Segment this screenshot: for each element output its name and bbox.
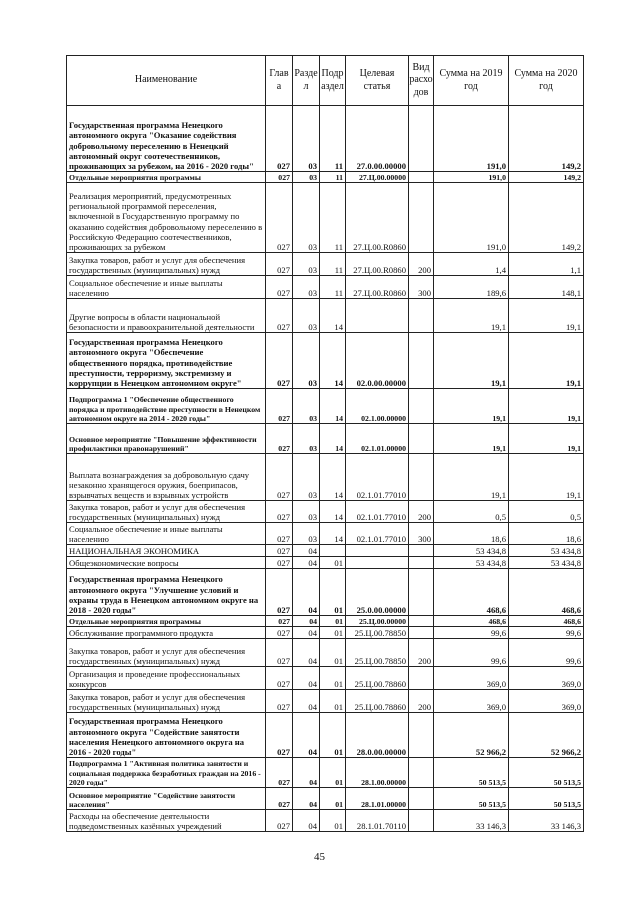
row-sum2020: 369,0 <box>509 667 584 690</box>
row-sum2019: 53 434,8 <box>434 545 509 557</box>
row-target: 02.1.01.77010 <box>346 454 409 501</box>
row-vid <box>409 183 434 253</box>
row-vid: 200 <box>409 501 434 523</box>
row-sum2020: 53 434,8 <box>509 557 584 569</box>
row-podrazdel: 01 <box>320 758 346 788</box>
row-glava: 027 <box>266 172 293 183</box>
row-target: 02.1.01.00000 <box>346 424 409 454</box>
row-sum2019: 369,0 <box>434 667 509 690</box>
row-razdel: 03 <box>293 501 320 523</box>
row-glava: 027 <box>266 389 293 424</box>
row-target <box>346 557 409 569</box>
table-row <box>67 501 584 523</box>
row-razdel: 03 <box>293 106 320 172</box>
row-sum2020: 33 146,3 <box>509 810 584 832</box>
row-target: 28.1.01.00000 <box>346 788 409 810</box>
row-podrazdel: 14 <box>320 454 346 501</box>
row-target: 02.1.01.77010 <box>346 523 409 545</box>
row-podrazdel: 01 <box>320 557 346 569</box>
header-target: Целевая статья <box>346 56 409 106</box>
row-sum2020: 19,1 <box>509 424 584 454</box>
row-sum2019: 191,0 <box>434 172 509 183</box>
row-sum2020: 50 513,5 <box>509 758 584 788</box>
row-name: Основное мероприятие "Содействие занятости населения" <box>67 788 266 810</box>
row-sum2020: 50 513,5 <box>509 788 584 810</box>
row-glava: 027 <box>266 690 293 713</box>
table-row <box>67 713 584 758</box>
header-name: Наименование <box>67 56 266 106</box>
row-vid <box>409 569 434 616</box>
row-glava: 027 <box>266 639 293 667</box>
row-sum2020: 149,2 <box>509 172 584 183</box>
row-razdel: 04 <box>293 627 320 639</box>
row-target <box>346 299 409 333</box>
row-sum2019: 19,1 <box>434 299 509 333</box>
row-sum2019: 18,6 <box>434 523 509 545</box>
row-vid <box>409 454 434 501</box>
row-name: Реализация мероприятий, предусмотренных региональной программой переселения, включенной в Государственную программу по оказанию содействия добровольному переселению в Российскую Федерацию соотечественников, проживающих за рубежом <box>67 183 266 253</box>
row-name: Основное мероприятие "Повышение эффективности профилактики правонарушений" <box>67 424 266 454</box>
row-sum2019: 19,1 <box>434 389 509 424</box>
row-name: Закупка товаров, работ и услуг для обеспечения государственных (муниципальных) нужд <box>67 253 266 276</box>
table-row <box>67 183 584 253</box>
row-target: 27.Ц.00.00000 <box>346 172 409 183</box>
row-podrazdel: 11 <box>320 253 346 276</box>
row-target: 25.Ц.00.78860 <box>346 667 409 690</box>
row-podrazdel: 14 <box>320 333 346 389</box>
row-razdel: 03 <box>293 276 320 299</box>
table-row <box>67 667 584 690</box>
row-name: Закупка товаров, работ и услуг для обеспечения государственных (муниципальных) нужд <box>67 690 266 713</box>
row-podrazdel: 14 <box>320 389 346 424</box>
row-podrazdel: 01 <box>320 690 346 713</box>
row-glava: 027 <box>266 713 293 758</box>
row-name: Закупка товаров, работ и услуг для обеспечения государственных (муниципальных) нужд <box>67 639 266 667</box>
table-row <box>67 690 584 713</box>
row-target: 25.Ц.00.00000 <box>346 616 409 627</box>
row-vid: 200 <box>409 690 434 713</box>
row-name: Обслуживание программного продукта <box>67 627 266 639</box>
row-vid <box>409 545 434 557</box>
row-razdel: 03 <box>293 183 320 253</box>
row-podrazdel: 11 <box>320 183 346 253</box>
row-podrazdel: 14 <box>320 299 346 333</box>
row-podrazdel: 11 <box>320 172 346 183</box>
row-podrazdel: 01 <box>320 713 346 758</box>
row-name: Отдельные мероприятия программы <box>67 616 266 627</box>
row-name: Общеэкономические вопросы <box>67 557 266 569</box>
row-glava: 027 <box>266 501 293 523</box>
row-target: 27.Ц.00.R0860 <box>346 276 409 299</box>
row-vid: 300 <box>409 523 434 545</box>
row-podrazdel: 01 <box>320 810 346 832</box>
row-podrazdel: 11 <box>320 276 346 299</box>
row-target: 02.1.00.00000 <box>346 389 409 424</box>
row-glava: 027 <box>266 253 293 276</box>
row-vid <box>409 172 434 183</box>
table-row <box>67 523 584 545</box>
row-sum2020: 149,2 <box>509 183 584 253</box>
row-sum2020: 99,6 <box>509 627 584 639</box>
table-row <box>67 424 584 454</box>
row-name: Подпрограмма 1 "Активная политика занятости и социальная поддержка безработных граждан на 2016 - 2020 годы" <box>67 758 266 788</box>
row-razdel: 04 <box>293 616 320 627</box>
row-name: Государственная программа Ненецкого автономного округа "Улучшение условий и охраны труда в Ненецком автономном округе на 2018 - 2020 годы" <box>67 569 266 616</box>
row-target: 02.0.00.00000 <box>346 333 409 389</box>
header-sum2020: Сумма на 2020 год <box>509 56 584 106</box>
row-name: Государственная программа Ненецкого автономного округа "Обеспечение общественного порядка, противодействие преступности, терроризму, экстремизму и коррупции в Ненецком автономном округе" <box>67 333 266 389</box>
row-razdel: 03 <box>293 523 320 545</box>
row-vid: 300 <box>409 276 434 299</box>
row-vid <box>409 627 434 639</box>
row-sum2020: 149,2 <box>509 106 584 172</box>
header-row <box>67 56 584 106</box>
row-vid <box>409 810 434 832</box>
header-sum2019: Сумма на 2019 год <box>434 56 509 106</box>
row-glava: 027 <box>266 667 293 690</box>
row-podrazdel <box>320 545 346 557</box>
row-sum2020: 369,0 <box>509 690 584 713</box>
table-row <box>67 788 584 810</box>
table-row <box>67 454 584 501</box>
table-row <box>67 627 584 639</box>
row-glava: 027 <box>266 106 293 172</box>
table-row <box>67 299 584 333</box>
row-sum2019: 52 966,2 <box>434 713 509 758</box>
row-podrazdel: 11 <box>320 106 346 172</box>
row-razdel: 03 <box>293 299 320 333</box>
row-podrazdel: 01 <box>320 627 346 639</box>
row-glava: 027 <box>266 299 293 333</box>
row-sum2020: 468,6 <box>509 616 584 627</box>
row-sum2019: 369,0 <box>434 690 509 713</box>
row-target: 28.0.00.00000 <box>346 713 409 758</box>
table-row <box>67 276 584 299</box>
row-razdel: 04 <box>293 557 320 569</box>
row-name: Отдельные мероприятия программы <box>67 172 266 183</box>
table-row <box>67 810 584 832</box>
row-vid <box>409 616 434 627</box>
row-name: Выплата вознаграждения за добровольную сдачу незаконно хранящегося оружия, боеприпасов, взрывчатых веществ и взрывных устройств <box>67 454 266 501</box>
row-glava: 027 <box>266 616 293 627</box>
row-name: Расходы на обеспечение деятельности подведомственных казённых учреждений <box>67 810 266 832</box>
row-sum2020: 52 966,2 <box>509 713 584 758</box>
header-podrazdel: Подр аздел <box>320 56 346 106</box>
table-row <box>67 172 584 183</box>
row-razdel: 04 <box>293 639 320 667</box>
row-sum2019: 99,6 <box>434 639 509 667</box>
row-razdel: 04 <box>293 545 320 557</box>
row-sum2019: 50 513,5 <box>434 758 509 788</box>
row-target: 25.Ц.00.78860 <box>346 690 409 713</box>
row-name: Другие вопросы в области национальной безопасности и правоохранительной деятельности <box>67 299 266 333</box>
row-vid <box>409 758 434 788</box>
row-vid <box>409 667 434 690</box>
row-target: 27.Ц.00.R0860 <box>346 253 409 276</box>
row-podrazdel: 01 <box>320 639 346 667</box>
row-vid <box>409 333 434 389</box>
row-razdel: 04 <box>293 667 320 690</box>
row-razdel: 03 <box>293 424 320 454</box>
row-vid: 200 <box>409 253 434 276</box>
row-target: 28.1.00.00000 <box>346 758 409 788</box>
row-vid <box>409 299 434 333</box>
row-sum2019: 19,1 <box>434 454 509 501</box>
row-target: 25.Ц.00.78850 <box>346 639 409 667</box>
row-razdel: 04 <box>293 690 320 713</box>
row-glava: 027 <box>266 333 293 389</box>
row-razdel: 04 <box>293 788 320 810</box>
row-razdel: 04 <box>293 810 320 832</box>
row-sum2020: 53 434,8 <box>509 545 584 557</box>
row-sum2020: 19,1 <box>509 389 584 424</box>
row-target: 02.1.01.77010 <box>346 501 409 523</box>
row-sum2019: 0,5 <box>434 501 509 523</box>
row-name: Подпрограмма 1 "Обеспечение общественного порядка и противодействие преступности в Ненецком автономном округе на 2014 - 2020 годы" <box>67 389 266 424</box>
table-row <box>67 545 584 557</box>
budget-table <box>66 55 584 832</box>
row-sum2019: 191,0 <box>434 183 509 253</box>
table-row <box>67 389 584 424</box>
row-sum2019: 50 513,5 <box>434 788 509 810</box>
row-sum2020: 19,1 <box>509 299 584 333</box>
row-name: Государственная программа Ненецкого автономного округа "Оказание содействия добровольному переселению в Ненецкий автономный округ соотечественников, проживающих за рубежом, на 2016 - 2020 годы" <box>67 106 266 172</box>
row-sum2020: 0,5 <box>509 501 584 523</box>
row-vid <box>409 389 434 424</box>
row-sum2020: 99,6 <box>509 639 584 667</box>
table-row <box>67 639 584 667</box>
table-row <box>67 253 584 276</box>
row-razdel: 03 <box>293 389 320 424</box>
row-sum2019: 53 434,8 <box>434 557 509 569</box>
row-sum2019: 1,4 <box>434 253 509 276</box>
row-podrazdel: 01 <box>320 616 346 627</box>
row-name: Социальное обеспечение и иные выплаты населению <box>67 523 266 545</box>
row-sum2019: 191,0 <box>434 106 509 172</box>
row-sum2020: 19,1 <box>509 333 584 389</box>
row-glava: 027 <box>266 788 293 810</box>
row-glava: 027 <box>266 454 293 501</box>
row-name: Закупка товаров, работ и услуг для обеспечения государственных (муниципальных) нужд <box>67 501 266 523</box>
row-sum2020: 19,1 <box>509 454 584 501</box>
row-target <box>346 545 409 557</box>
row-sum2019: 99,6 <box>434 627 509 639</box>
row-podrazdel: 14 <box>320 501 346 523</box>
row-razdel: 04 <box>293 713 320 758</box>
row-glava: 027 <box>266 183 293 253</box>
row-glava: 027 <box>266 545 293 557</box>
row-razdel: 04 <box>293 758 320 788</box>
header-vid: Вид расхо дов <box>409 56 434 106</box>
row-glava: 027 <box>266 557 293 569</box>
row-sum2019: 189,6 <box>434 276 509 299</box>
row-podrazdel: 14 <box>320 523 346 545</box>
row-razdel: 03 <box>293 172 320 183</box>
table-row <box>67 557 584 569</box>
row-glava: 027 <box>266 810 293 832</box>
row-glava: 027 <box>266 569 293 616</box>
table-row <box>67 569 584 616</box>
row-name: НАЦИОНАЛЬНАЯ ЭКОНОМИКА <box>67 545 266 557</box>
row-vid <box>409 557 434 569</box>
table-row <box>67 616 584 627</box>
row-name: Социальное обеспечение и иные выплаты населению <box>67 276 266 299</box>
row-podrazdel: 01 <box>320 569 346 616</box>
row-razdel: 03 <box>293 333 320 389</box>
row-vid <box>409 788 434 810</box>
row-glava: 027 <box>266 627 293 639</box>
row-name: Организация и проведение профессиональных конкурсов <box>67 667 266 690</box>
row-sum2019: 19,1 <box>434 424 509 454</box>
row-target: 28.1.01.70110 <box>346 810 409 832</box>
row-glava: 027 <box>266 758 293 788</box>
row-vid: 200 <box>409 639 434 667</box>
row-sum2020: 1,1 <box>509 253 584 276</box>
row-target: 25.Ц.00.78850 <box>346 627 409 639</box>
row-target: 27.0.00.00000 <box>346 106 409 172</box>
table-row <box>67 333 584 389</box>
row-target: 27.Ц.00.R0860 <box>346 183 409 253</box>
row-sum2019: 19,1 <box>434 333 509 389</box>
row-sum2020: 468,6 <box>509 569 584 616</box>
table-row <box>67 758 584 788</box>
row-glava: 027 <box>266 523 293 545</box>
row-podrazdel: 01 <box>320 667 346 690</box>
row-glava: 027 <box>266 276 293 299</box>
header-razdel: Разде л <box>293 56 320 106</box>
row-target: 25.0.00.00000 <box>346 569 409 616</box>
row-name: Государственная программа Ненецкого автономного округа "Содействие занятости населения Ненецкого автономного округа на 2016 - 2020 годы" <box>67 713 266 758</box>
row-sum2019: 468,6 <box>434 616 509 627</box>
row-sum2019: 468,6 <box>434 569 509 616</box>
row-sum2020: 18,6 <box>509 523 584 545</box>
row-vid <box>409 713 434 758</box>
row-sum2020: 148,1 <box>509 276 584 299</box>
row-podrazdel: 14 <box>320 424 346 454</box>
row-podrazdel: 01 <box>320 788 346 810</box>
row-sum2019: 33 146,3 <box>434 810 509 832</box>
row-vid <box>409 424 434 454</box>
row-razdel: 03 <box>293 253 320 276</box>
page-number: 45 <box>314 851 325 863</box>
row-vid <box>409 106 434 172</box>
row-glava: 027 <box>266 424 293 454</box>
table-row <box>67 106 584 172</box>
row-razdel: 04 <box>293 569 320 616</box>
row-razdel: 03 <box>293 454 320 501</box>
header-glava: Глав а <box>266 56 293 106</box>
